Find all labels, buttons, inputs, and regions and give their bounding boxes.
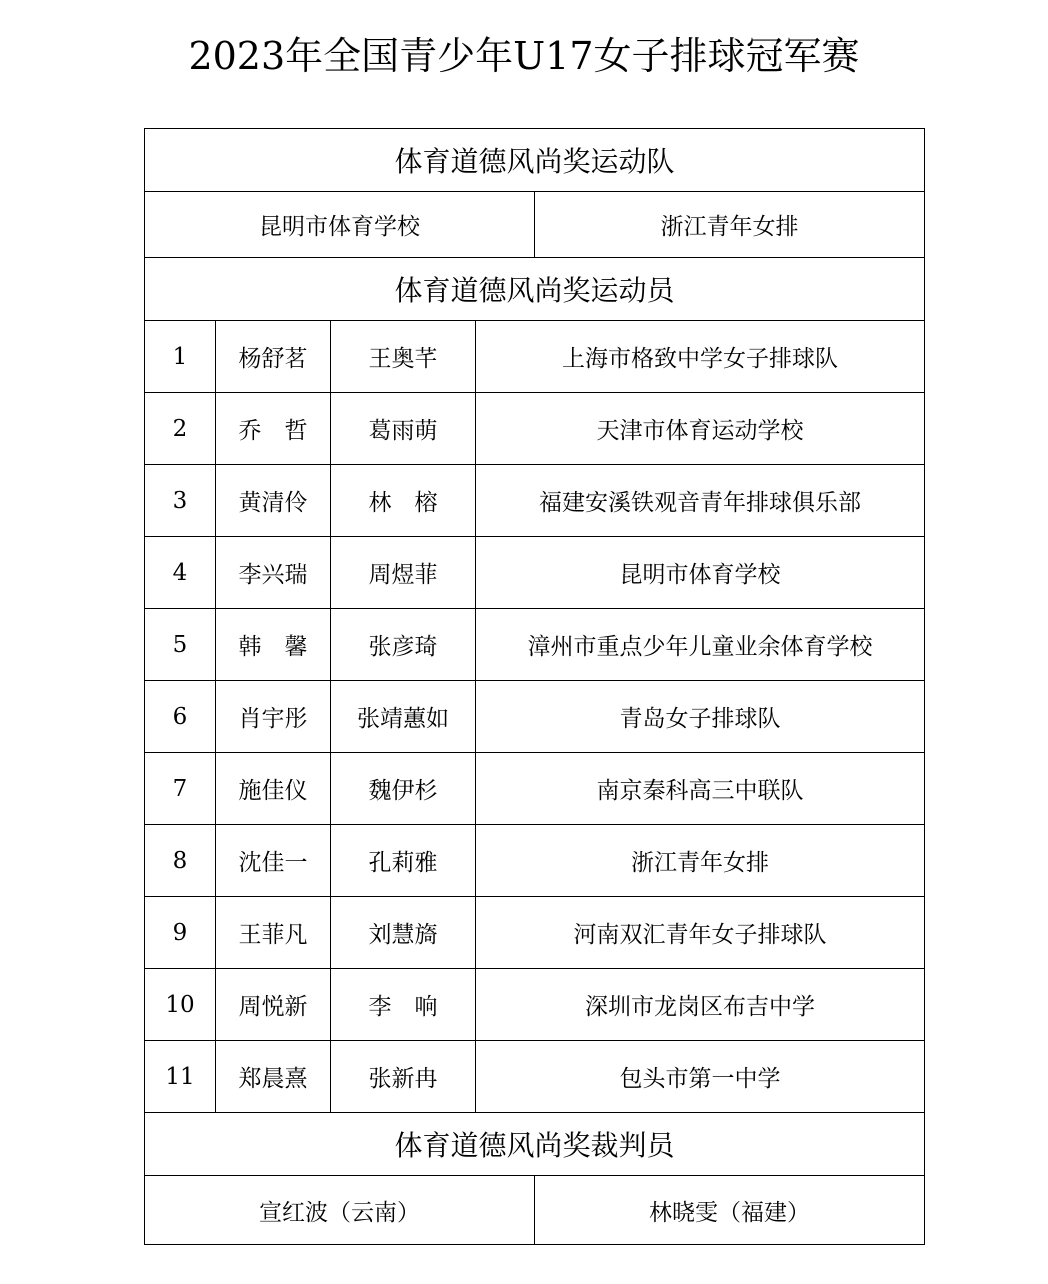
athlete-name-1: 周悦新: [216, 969, 331, 1041]
awards-table: [144, 128, 925, 1245]
referee-award-header: 体育道德风尚奖裁判员: [145, 1113, 925, 1176]
row-number: 3: [145, 465, 216, 537]
athlete-name-1: 黄清伶: [216, 465, 331, 537]
row-number: 9: [145, 897, 216, 969]
row-number: 6: [145, 681, 216, 753]
athlete-team: 福建安溪铁观音青年排球俱乐部: [476, 465, 925, 537]
athlete-name-2: 李 响: [331, 969, 476, 1041]
athlete-name-2: 王奥芊: [331, 321, 476, 393]
athlete-name-1: 沈佳一: [216, 825, 331, 897]
athlete-team: 昆明市体育学校: [476, 537, 925, 609]
athlete-name-1: 王菲凡: [216, 897, 331, 969]
athlete-row: [145, 465, 925, 537]
athlete-team: 上海市格致中学女子排球队: [476, 321, 925, 393]
athlete-name-1: 乔 哲: [216, 393, 331, 465]
athlete-name-2: 葛雨萌: [331, 393, 476, 465]
athlete-name-1: 郑晨熹: [216, 1041, 331, 1113]
row-number: 11: [145, 1041, 216, 1113]
athlete-name-1: 施佳仪: [216, 753, 331, 825]
team-award-item: 昆明市体育学校: [145, 192, 535, 258]
athlete-name-1: 韩 馨: [216, 609, 331, 681]
athlete-row: [145, 897, 925, 969]
row-number: 8: [145, 825, 216, 897]
athlete-name-2: 周煜菲: [331, 537, 476, 609]
athlete-name-1: 杨舒茗: [216, 321, 331, 393]
athlete-team: 漳州市重点少年儿童业余体育学校: [476, 609, 925, 681]
row-number: 10: [145, 969, 216, 1041]
athlete-award-header-row: [145, 258, 925, 321]
referee-award-item: 宣红波（云南）: [145, 1176, 535, 1245]
athlete-name-2: 张靖蕙如: [331, 681, 476, 753]
athlete-row: [145, 681, 925, 753]
team-award-row: [145, 192, 925, 258]
athlete-row: [145, 825, 925, 897]
row-number: 5: [145, 609, 216, 681]
team-award-item: 浙江青年女排: [535, 192, 925, 258]
athlete-name-1: 李兴瑞: [216, 537, 331, 609]
athlete-row: [145, 969, 925, 1041]
athlete-team: 浙江青年女排: [476, 825, 925, 897]
row-number: 2: [145, 393, 216, 465]
athlete-name-1: 肖宇彤: [216, 681, 331, 753]
athlete-team: 包头市第一中学: [476, 1041, 925, 1113]
athlete-name-2: 孔莉雅: [331, 825, 476, 897]
referee-award-item: 林晓雯（福建）: [535, 1176, 925, 1245]
athlete-row: [145, 321, 925, 393]
athlete-name-2: 魏伊杉: [331, 753, 476, 825]
athlete-team: 深圳市龙岗区布吉中学: [476, 969, 925, 1041]
athlete-name-2: 张彦琦: [331, 609, 476, 681]
row-number: 7: [145, 753, 216, 825]
athlete-team: 河南双汇青年女子排球队: [476, 897, 925, 969]
athlete-name-2: 林 榕: [331, 465, 476, 537]
athlete-row: [145, 753, 925, 825]
team-award-header-row: [145, 129, 925, 192]
athlete-row: [145, 609, 925, 681]
team-award-header: 体育道德风尚奖运动队: [145, 129, 925, 192]
athlete-row: [145, 393, 925, 465]
athlete-row: [145, 1041, 925, 1113]
referee-award-header-row: [145, 1113, 925, 1176]
athlete-team: 青岛女子排球队: [476, 681, 925, 753]
athlete-team: 天津市体育运动学校: [476, 393, 925, 465]
athlete-row: [145, 537, 925, 609]
referee-award-row: [145, 1176, 925, 1245]
row-number: 4: [145, 537, 216, 609]
row-number: 1: [145, 321, 216, 393]
athlete-team: 南京秦科高三中联队: [476, 753, 925, 825]
athlete-name-2: 张新冉: [331, 1041, 476, 1113]
athlete-award-header: 体育道德风尚奖运动员: [145, 258, 925, 321]
athlete-name-2: 刘慧旖: [331, 897, 476, 969]
document-title: 2023年全国青少年U17女子排球冠军赛: [188, 34, 860, 78]
